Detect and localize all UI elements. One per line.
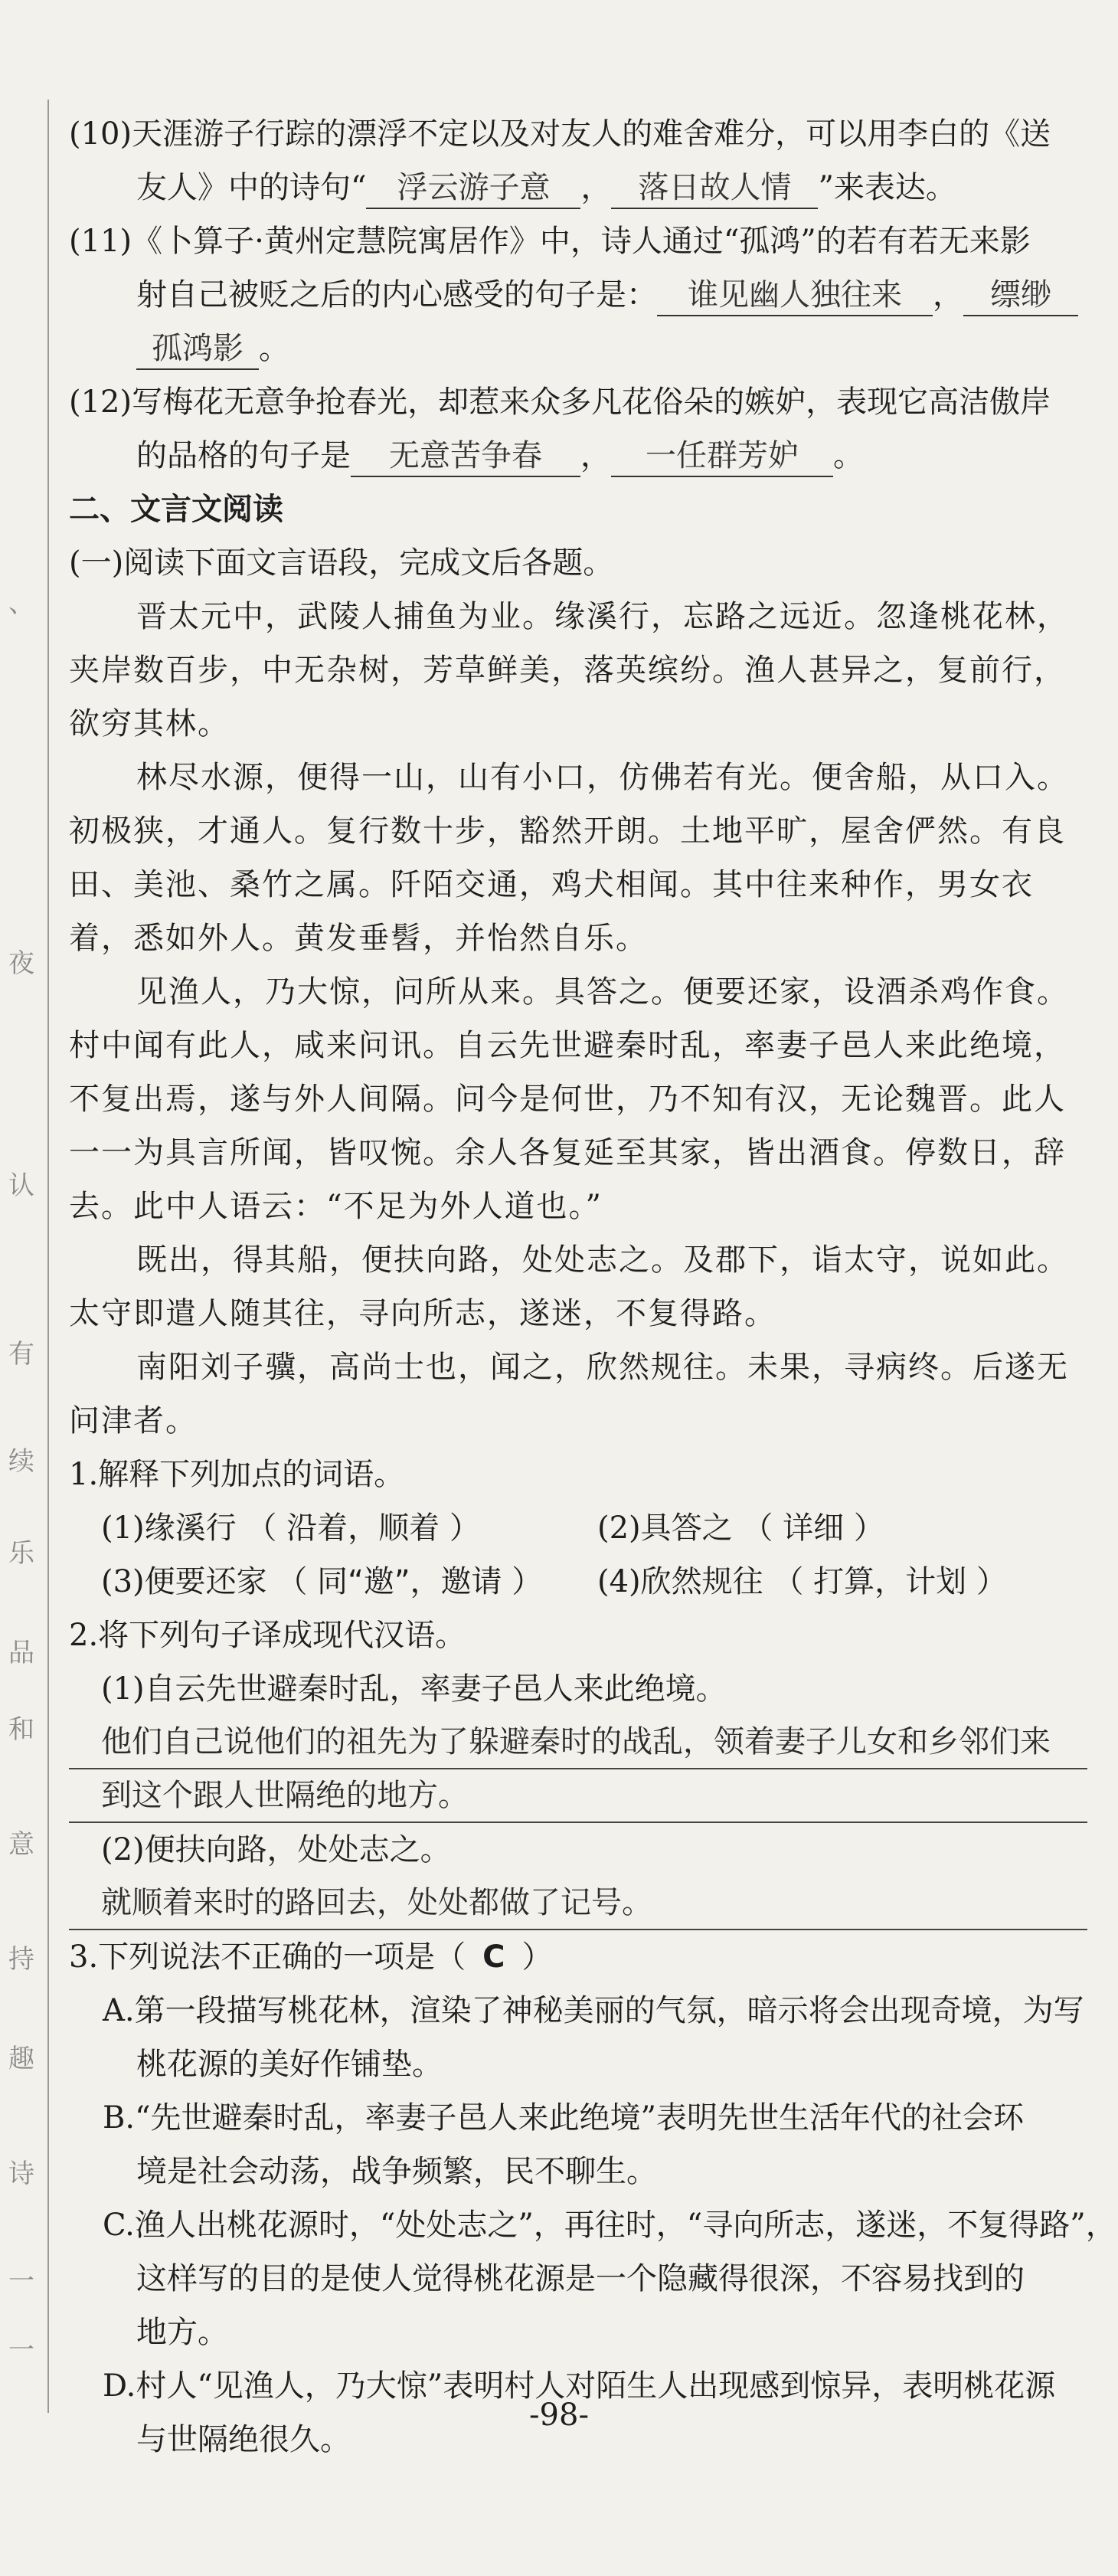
q1-item-2 — [597, 1501, 884, 1555]
margin-char: 有 — [8, 1339, 34, 1368]
q2-sentence-1: (1)自云先世避秦时乱，率妻子邑人来此绝境。 — [101, 1671, 727, 1707]
margin-char: 一 — [8, 2266, 34, 2295]
q3-title-post: ） — [521, 1939, 553, 1975]
margin-char: 趣 — [8, 2044, 34, 2073]
margin-char: 续 — [8, 1446, 34, 1475]
q1-item-answer: （ 打算，计划 ） — [773, 1564, 1007, 1599]
margin-char: 夜 — [8, 948, 34, 977]
q1-row-1 — [69, 1501, 1087, 1555]
q1-row-2 — [69, 1555, 1087, 1609]
q11-answer-2a: 缥缈 — [963, 275, 1078, 316]
q1-item-answer: （ 详细 ） — [742, 1511, 884, 1546]
q3-answer: C — [482, 1939, 505, 1975]
margin-char: 诗 — [8, 2159, 34, 2188]
binding-margin — [0, 0, 46, 2576]
q11-answer-1: 谁见幽人独往来 — [657, 275, 933, 316]
margin-char: 一 — [8, 2335, 34, 2364]
q1-item-answer: （ 沿着，顺着 ） — [246, 1511, 480, 1546]
q3-option-a: A.第一段描写桃花林，渲染了神秘美丽的气氛，暗示将会出现奇境，为写 — [103, 1993, 1084, 2028]
q11-end: 。 — [259, 331, 289, 366]
q3-option-c-cont: 地方。 — [136, 2315, 228, 2350]
q12-answer-1: 无意苦争春 — [351, 436, 580, 477]
margin-char: 认 — [8, 1170, 34, 1200]
q10-line2 — [69, 161, 1087, 214]
margin-char: 、 — [8, 588, 34, 617]
passage-paragraph: 林尽水源，便得一山，山有小口，仿佛若有光。便舍船，从口入。初极狭，才通人。复行数十步，豁然开朗。土地平旷，屋舍俨然。有良田、美池、桑竹之属。阡陌交通，鸡犬相闻。其中往来种作，男女衣着，悉如外人。黄发垂髫，并怡然自乐。 — [69, 760, 1069, 956]
q3-option-d: D.村人“见渔人，乃大惊”表明村人对陌生人出现感到惊异，表明桃花源 — [103, 2368, 1056, 2404]
passage-paragraph: 南阳刘子骥，高尚士也，闻之，欣然规往。未果，寻病终。后遂无问津者。 — [69, 1350, 1069, 1439]
q11-line2 — [69, 268, 1087, 322]
passage-paragraph: 既出，得其船，便扶向路，处处志之。及郡下，诣太守，说如此。太守即遣人随其往，寻向所志，遂迷，不复得路。 — [69, 1242, 1069, 1331]
margin-char: 乐 — [8, 1538, 34, 1567]
q12-prefix: 的品格的句子是 — [136, 438, 351, 473]
q2-answer-2: 就顺着来时的路回去，处处都做了记号。 — [69, 1877, 1087, 1930]
q1-item-4 — [597, 1555, 1007, 1609]
margin-char: 持 — [8, 1944, 34, 1973]
q2-sentence-2: (2)便扶向路，处处志之。 — [101, 1832, 451, 1867]
part1-intro: (一)阅读下面文言语段，完成文后各题。 — [69, 545, 614, 581]
margin-char: 意 — [8, 1829, 34, 1858]
q10-answer-2: 落日故人情 — [611, 168, 818, 209]
q11-answer-2b: 孤鸿影 — [136, 329, 259, 370]
q3-option-c-cont: 这样写的目的是使人觉得桃花源是一个隐藏得很深，不容易找到的 — [136, 2261, 1025, 2296]
q1-item-label: (4)欣然规往 — [597, 1564, 763, 1599]
q10-separator: ， — [580, 170, 612, 205]
q2-answer-1-line2: 到这个跟人世隔绝的地方。 — [69, 1769, 1087, 1823]
margin-char: 品 — [8, 1638, 34, 1667]
q10-line1: (10)天涯游子行踪的漂浮不定以及对友人的难舍难分，可以用李白的《送 — [69, 116, 1051, 152]
q11-prefix: 射自己被贬之后的内心感受的句子是： — [136, 277, 657, 313]
q10-answer-1: 浮云游子意 — [366, 168, 580, 209]
q3-option-b: B.“先世避秦时乱，率妻子邑人来此绝境”表明先世生活年代的社会环 — [103, 2100, 1025, 2136]
q11-separator: ， — [933, 277, 963, 313]
q3-option-b-cont: 境是社会动荡，战争频繁，民不聊生。 — [136, 2154, 657, 2189]
page-content — [69, 107, 1116, 2466]
q3-option-d-cont: 与世隔绝很久。 — [136, 2422, 351, 2457]
q2-title: 2.将下列句子译成现代汉语。 — [69, 1618, 466, 1653]
q1-item-answer: （ 同“邀”，邀请 ） — [276, 1564, 543, 1599]
q2-answer-1-line1: 他们自己说他们的祖先为了躲避秦时的战乱，领着妻子儿女和乡邻们来 — [69, 1716, 1087, 1769]
q12-line2 — [69, 429, 1087, 483]
margin-divider — [47, 100, 49, 2413]
q12-separator: ， — [580, 438, 611, 473]
q1-item-label: (2)具答之 — [597, 1511, 733, 1546]
q12-answer-2: 一任群芳妒 — [611, 436, 833, 477]
q1-title: 1.解释下列加点的词语。 — [69, 1457, 405, 1492]
passage-paragraph: 见渔人，乃大惊，问所从来。具答之。便要还家，设酒杀鸡作食。村中闻有此人，咸来问讯。自云先世避秦时乱，率妻子邑人来此绝境，不复出焉，遂与外人间隔。问今是何世，乃不知有汉，无论魏晋。此人一一为具言所闻，皆叹惋。余人各复延至其家，皆出酒食。停数日，辞去。此中人语云：“不足为外人道也。” — [69, 974, 1069, 1224]
page-number: -98- — [529, 2398, 589, 2433]
q10-prefix: 友人》中的诗句“ — [136, 170, 367, 205]
q1-item-label: (3)便要还家 — [101, 1564, 267, 1599]
section-title: 二、文言文阅读 — [69, 492, 283, 527]
q3-title — [69, 1930, 1087, 1984]
q1-item-label: (1)缘溪行 — [101, 1511, 237, 1546]
q3-option-a-cont: 桃花源的美好作铺垫。 — [136, 2047, 443, 2082]
passage-paragraph: 晋太元中，武陵人捕鱼为业。缘溪行，忘路之远近。忽逢桃花林，夹岸数百步，中无杂树，芳草鲜美，落英缤纷。渔人甚异之，复前行，欲穷其林。 — [69, 599, 1069, 741]
q11-line3 — [69, 322, 1087, 375]
q10-suffix: ”来表达。 — [818, 170, 956, 205]
q12-line1: (12)写梅花无意争抢春光，却惹来众多凡花俗朵的嫉妒，表现它高洁傲岸 — [69, 385, 1051, 420]
q3-option-c: C.渔人出桃花源时，“处处志之”，再往时，“寻向所志，遂迷，不复得路”， — [103, 2208, 1116, 2243]
q3-title-pre: 3.下列说法不正确的一项是（ — [69, 1939, 466, 1975]
margin-char: 和 — [8, 1714, 34, 1743]
q11-line1: (11)《卜算子·黄州定慧院寓居作》中，诗人通过“孤鸿”的若有若无来影 — [69, 224, 1031, 259]
q12-end: 。 — [833, 438, 864, 473]
